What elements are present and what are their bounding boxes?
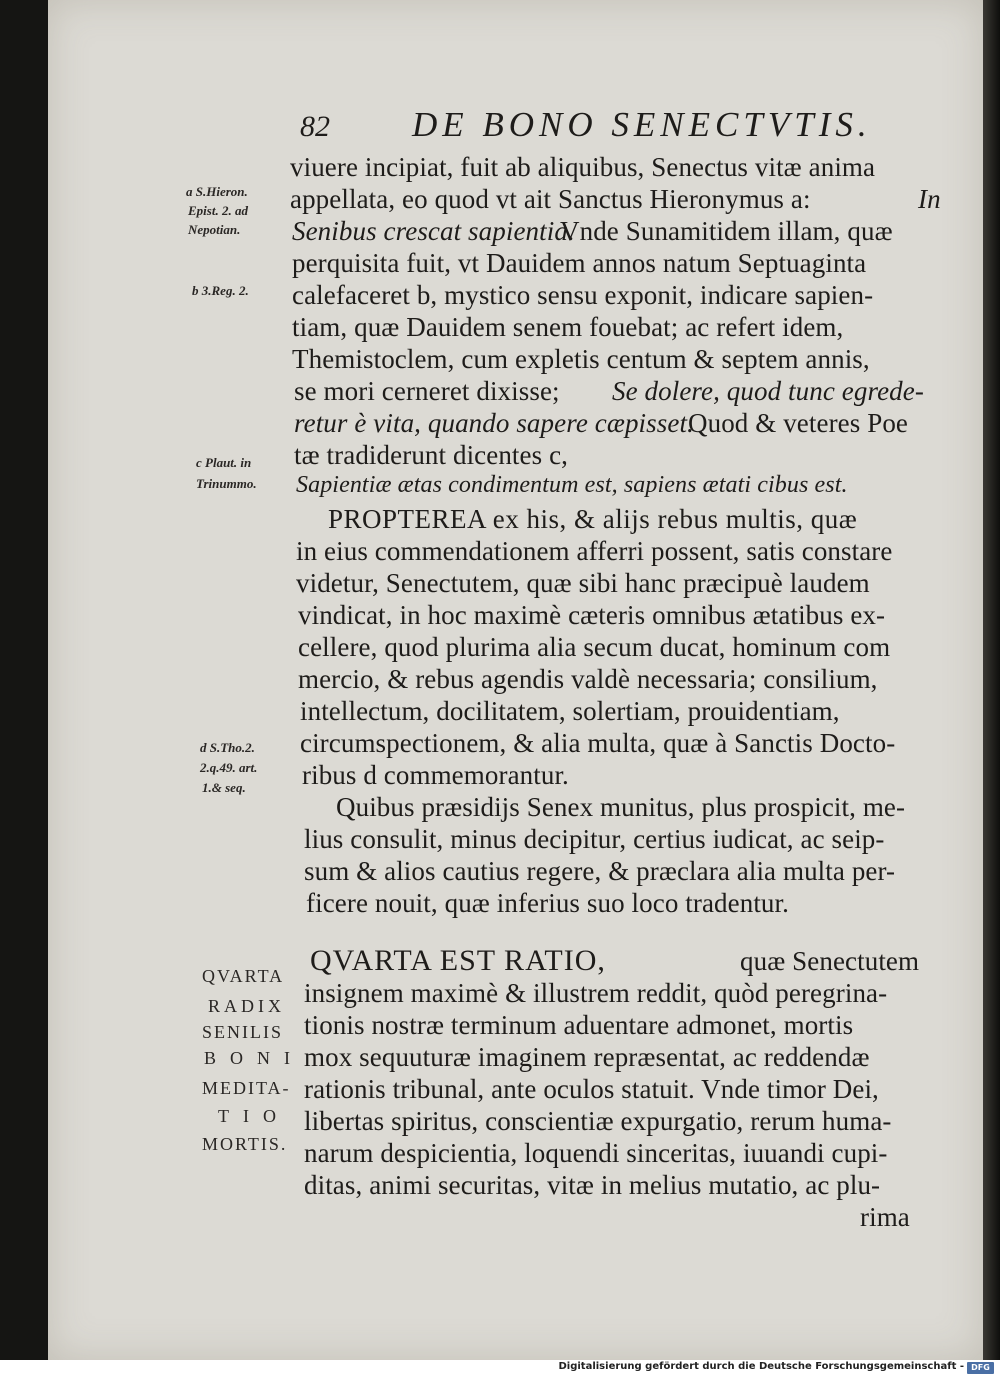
side-heading-line: MORTIS. <box>202 1134 288 1154</box>
text-line: In <box>918 184 941 214</box>
text-line: tæ tradiderunt dicentes c, <box>294 440 569 470</box>
text-line: mercio, & rebus agendis valdè necessaria; consilium, <box>298 664 878 694</box>
side-heading-line: MEDITA- <box>202 1078 291 1098</box>
marginal-note: Trinummo. <box>196 476 257 491</box>
running-head: DE BONO SENECTVTIS. <box>412 105 872 144</box>
text-line: Vnde Sunamitidem illam, quæ <box>560 216 893 246</box>
dfg-logo: DFG <box>967 1362 994 1374</box>
marginal-note: 2.q.49. art. <box>200 760 258 775</box>
marginal-note: c Plaut. in <box>196 455 252 470</box>
side-heading-line: BONI <box>204 1048 304 1068</box>
side-heading-line: SENILIS <box>202 1022 283 1042</box>
text-line: Sapientiæ ætas condimentum est, sapiens ætati cibus est. <box>296 472 848 498</box>
text-line: rima <box>860 1202 910 1232</box>
text-line: Quod & veteres Poe <box>688 408 909 438</box>
text-line: in eius commendationem afferri possent, satis constare <box>296 536 893 566</box>
text-line: libertas spiritus, conscientiæ expurgatio, rerum huma- <box>304 1106 892 1136</box>
text-line: retur è vita, quando sapere cæpisset. <box>294 408 694 438</box>
text-line: Senibus crescat sapientia. <box>292 216 575 246</box>
marginal-note: Epist. 2. ad <box>188 203 248 218</box>
marginal-note: 1.& seq. <box>202 780 246 795</box>
text-line: rationis tribunal, ante oculos statuit. Vnde timor Dei, <box>304 1074 879 1104</box>
footer-bar <box>0 1360 1000 1376</box>
side-heading-line: QVARTA <box>202 966 285 986</box>
marginal-note: a S.Hieron. <box>186 184 248 199</box>
text-line: sum & alios cautius regere, & præclara alia multa per- <box>304 856 896 886</box>
text-line: Quibus præsidijs Senex munitus, plus prospicit, me- <box>336 792 906 822</box>
page-number: 82 <box>300 110 330 143</box>
text-line: ribus d commemorantur. <box>302 760 569 790</box>
side-heading-line: RADIX <box>208 996 285 1016</box>
funding-notice: Digitalisierung gefördert durch die Deutsche Forschungsgemeinschaft - <box>558 1361 964 1372</box>
text-line: insignem maximè & illustrem reddit, quòd peregrina- <box>304 978 888 1008</box>
text-line: tiam, quæ Dauidem senem fouebat; ac refert idem, <box>292 312 844 342</box>
text-line: quæ Senectutem <box>740 946 920 976</box>
text-line: cellere, quod plurima alia secum ducat, hominum com <box>298 632 891 662</box>
text-line: PROPTEREA ex his, & alijs rebus multis, quæ <box>328 504 858 534</box>
text-line: QVARTA EST RATIO, <box>310 944 606 977</box>
text-line: Themistoclem, cum expletis centum & septem annis, <box>292 344 870 374</box>
text-line: narum despicientia, loquendi sinceritas, iuuandi cupi- <box>304 1138 888 1168</box>
text-line: tionis nostræ terminum aduentare admonet, mortis <box>304 1010 854 1040</box>
text-line: appellata, eo quod vt ait Sanctus Hieronymus a: <box>290 184 811 214</box>
text-line: calefaceret b, mystico sensu exponit, indicare sapien- <box>292 280 874 310</box>
page-edge-shadow <box>983 0 1000 1360</box>
text-line: ficere nouit, quæ inferius suo loco tradentur. <box>306 888 789 918</box>
text-line: circumspectionem, & alia multa, quæ à Sanctis Docto- <box>300 728 896 758</box>
side-heading-line: TIO <box>218 1106 290 1126</box>
text-line: viuere incipiat, fuit ab aliquibus, Senectus vitæ anima <box>290 152 876 182</box>
marginal-note: d S.Tho.2. <box>200 740 255 755</box>
marginal-note: Nepotian. <box>188 222 241 237</box>
text-line: perquisita fuit, vt Dauidem annos natum Septuaginta <box>292 248 867 278</box>
text-line: intellectum, docilitatem, solertiam, prouidentiam, <box>300 696 840 726</box>
text-line: mox sequuturæ imaginem repræsentat, ac reddendæ <box>304 1042 870 1072</box>
text-line: vindicat, in hoc maximè cæteris omnibus ætatibus ex- <box>298 600 886 630</box>
text-line: se mori cerneret dixisse; <box>294 376 560 406</box>
marginal-note: b 3.Reg. 2. <box>192 283 249 298</box>
text-line: videtur, Senectutem, quæ sibi hanc præcipuè laudem <box>296 568 870 598</box>
text-line: ditas, animi securitas, vitæ in melius mutatio, ac plu- <box>304 1170 881 1200</box>
text-line: Se dolere, quod tunc egrede- <box>612 376 924 406</box>
text-line: lius consulit, minus decipitur, certius iudicat, ac seip- <box>304 824 885 854</box>
